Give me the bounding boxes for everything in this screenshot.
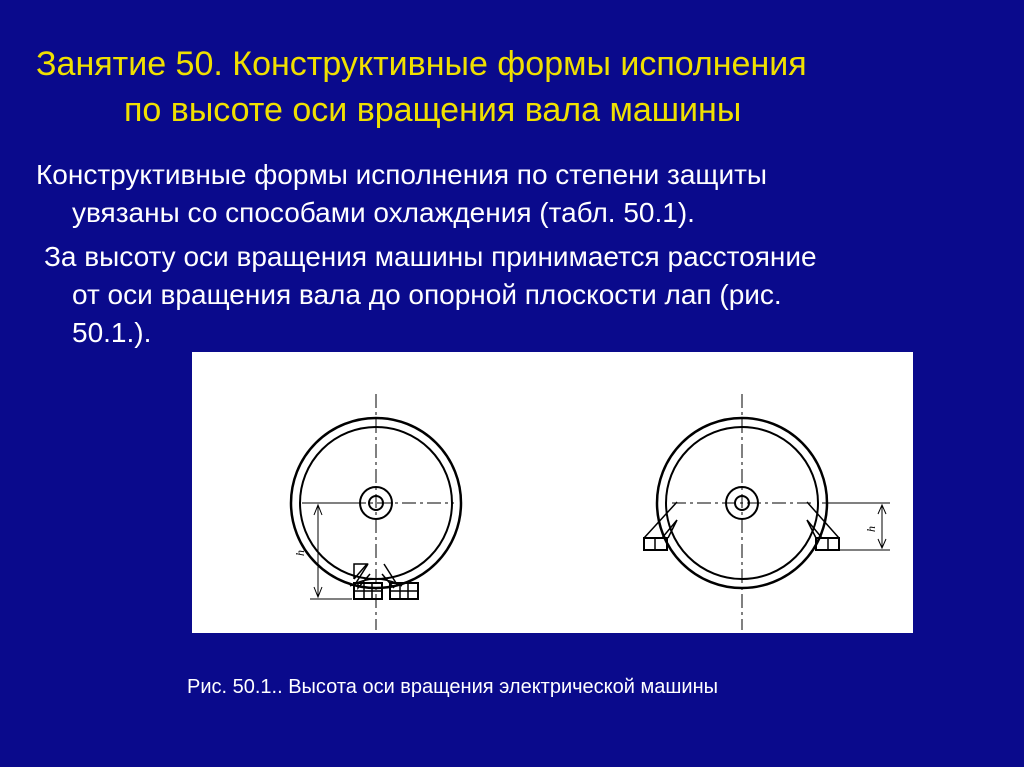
title-line-2: по высоте оси вращения вала машины xyxy=(124,91,742,129)
title-line-1: Занятие 50. Конструктивные формы исполнения xyxy=(36,45,807,83)
figure-shaft-height xyxy=(192,352,913,633)
paragraph-2-line-1: За высоту оси вращения машины принимается расстояние xyxy=(44,241,817,272)
paragraph-1-line-2: увязаны со способами охлаждения (табл. 50.1). xyxy=(72,197,695,228)
dimension-label-right: h xyxy=(864,526,878,532)
paragraph-2-line-2: от оси вращения вала до опорной плоскости лап (рис. xyxy=(72,279,782,310)
paragraph-2-line-3: 50.1.). xyxy=(72,317,152,348)
paragraph-1-line-1: Конструктивные формы исполнения по степени защиты xyxy=(36,159,768,190)
figure-caption: Рис. 50.1.. Высота оси вращения электрической машины xyxy=(187,676,719,698)
figure-drawing xyxy=(192,352,913,633)
dimension-label-left: h xyxy=(293,550,307,556)
machine-right xyxy=(644,394,890,630)
machine-left xyxy=(291,394,461,630)
